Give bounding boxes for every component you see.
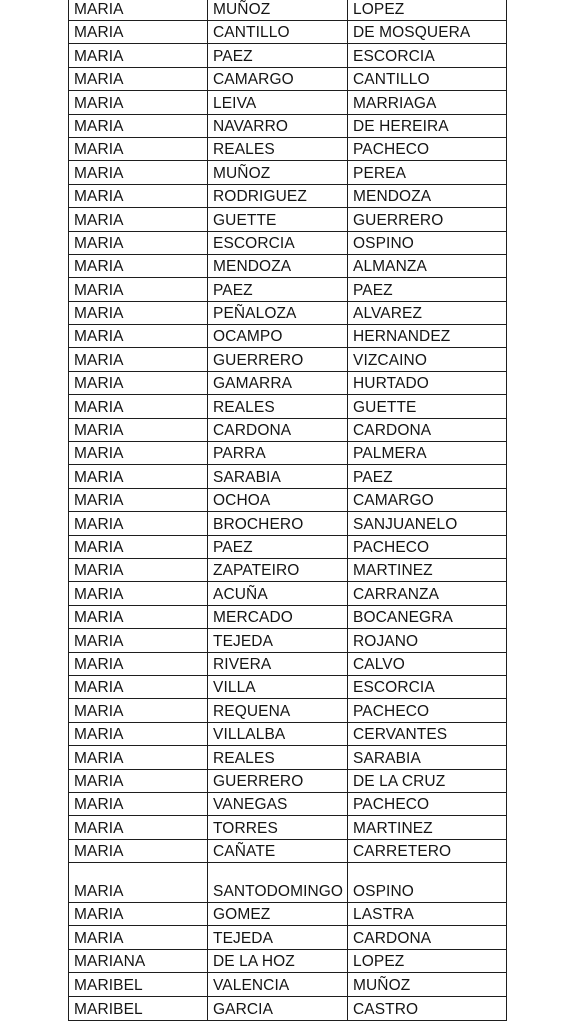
- table-row: [69, 348, 507, 371]
- second-surname-cell: DE HEREIRA: [348, 114, 507, 137]
- table-row: [69, 488, 507, 511]
- second-surname-cell: LASTRA: [348, 903, 507, 926]
- first-name-cell: MARIA: [69, 231, 208, 254]
- first-surname-cell: BROCHERO: [208, 512, 348, 535]
- table-row: [69, 161, 507, 184]
- table-row: [69, 442, 507, 465]
- table-row: [69, 973, 507, 996]
- second-surname-cell: MARRIAGA: [348, 91, 507, 114]
- first-name-cell: MARIBEL: [69, 973, 208, 996]
- first-surname-cell: LEIVA: [208, 91, 348, 114]
- second-surname-cell: PACHECO: [348, 137, 507, 160]
- first-name-cell: MARIA: [69, 184, 208, 207]
- second-surname-cell: CARRANZA: [348, 582, 507, 605]
- first-surname-cell: MUÑOZ: [208, 0, 348, 21]
- table-row: [69, 208, 507, 231]
- table-row: [69, 903, 507, 926]
- first-name-cell: MARIA: [69, 863, 208, 903]
- second-surname-cell: ALVAREZ: [348, 301, 507, 324]
- first-name-cell: MARIA: [69, 903, 208, 926]
- table-row: [69, 371, 507, 394]
- table-row: [69, 839, 507, 862]
- first-surname-cell: SARABIA: [208, 465, 348, 488]
- first-name-cell: MARIA: [69, 558, 208, 581]
- second-surname-cell: BOCANEGRA: [348, 605, 507, 628]
- first-surname-cell: REALES: [208, 395, 348, 418]
- table-row: [69, 535, 507, 558]
- table-row: [69, 395, 507, 418]
- first-name-cell: MARIA: [69, 325, 208, 348]
- first-name-cell: MARIBEL: [69, 996, 208, 1020]
- table-row: [69, 512, 507, 535]
- first-surname-cell: DE LA HOZ: [208, 949, 348, 972]
- first-name-cell: MARIA: [69, 371, 208, 394]
- table-row: [69, 863, 507, 903]
- second-surname-cell: CARDONA: [348, 926, 507, 949]
- first-name-cell: MARIA: [69, 278, 208, 301]
- table-row: [69, 137, 507, 160]
- first-surname-cell: RIVERA: [208, 652, 348, 675]
- first-name-cell: MARIA: [69, 465, 208, 488]
- second-surname-cell: ROJANO: [348, 629, 507, 652]
- table-row: [69, 254, 507, 277]
- table-row: [69, 114, 507, 137]
- table-row: [69, 44, 507, 67]
- first-name-cell: MARIA: [69, 792, 208, 815]
- first-name-cell: MARIA: [69, 442, 208, 465]
- second-surname-cell: CERVANTES: [348, 722, 507, 745]
- names-table-body: [69, 0, 507, 1020]
- first-surname-cell: OCHOA: [208, 488, 348, 511]
- second-surname-cell: MUÑOZ: [348, 973, 507, 996]
- first-surname-cell: ESCORCIA: [208, 231, 348, 254]
- first-name-cell: MARIA: [69, 535, 208, 558]
- first-surname-cell: PAEZ: [208, 278, 348, 301]
- first-surname-cell: TEJEDA: [208, 629, 348, 652]
- table-row: [69, 746, 507, 769]
- second-surname-cell: CALVO: [348, 652, 507, 675]
- first-name-cell: MARIA: [69, 21, 208, 44]
- table-row: [69, 465, 507, 488]
- first-name-cell: MARIA: [69, 675, 208, 698]
- first-surname-cell: PEÑALOZA: [208, 301, 348, 324]
- first-name-cell: MARIA: [69, 629, 208, 652]
- second-surname-cell: CAMARGO: [348, 488, 507, 511]
- table-row: [69, 926, 507, 949]
- first-surname-cell: MUÑOZ: [208, 161, 348, 184]
- second-surname-cell: ESCORCIA: [348, 44, 507, 67]
- second-surname-cell: PACHECO: [348, 792, 507, 815]
- second-surname-cell: OSPINO: [348, 863, 507, 903]
- second-surname-cell: PACHECO: [348, 535, 507, 558]
- table-row: [69, 278, 507, 301]
- first-name-cell: MARIA: [69, 418, 208, 441]
- second-surname-cell: ESCORCIA: [348, 675, 507, 698]
- second-surname-cell: MARTINEZ: [348, 816, 507, 839]
- second-surname-cell: ALMANZA: [348, 254, 507, 277]
- table-row: [69, 629, 507, 652]
- second-surname-cell: HERNANDEZ: [348, 325, 507, 348]
- second-surname-cell: CASTRO: [348, 996, 507, 1020]
- first-surname-cell: GUERRERO: [208, 348, 348, 371]
- first-surname-cell: CAÑATE: [208, 839, 348, 862]
- first-name-cell: MARIANA: [69, 949, 208, 972]
- first-surname-cell: CANTILLO: [208, 21, 348, 44]
- second-surname-cell: GUERRERO: [348, 208, 507, 231]
- table-row: [69, 301, 507, 324]
- first-name-cell: MARIA: [69, 44, 208, 67]
- second-surname-cell: PACHECO: [348, 699, 507, 722]
- second-surname-cell: DE LA CRUZ: [348, 769, 507, 792]
- first-surname-cell: CARDONA: [208, 418, 348, 441]
- first-name-cell: MARIA: [69, 91, 208, 114]
- first-name-cell: MARIA: [69, 114, 208, 137]
- table-row: [69, 231, 507, 254]
- table-row: [69, 816, 507, 839]
- first-surname-cell: REQUENA: [208, 699, 348, 722]
- second-surname-cell: SARABIA: [348, 746, 507, 769]
- second-surname-cell: LOPEZ: [348, 949, 507, 972]
- table-row: [69, 722, 507, 745]
- first-name-cell: MARIA: [69, 699, 208, 722]
- table-row: [69, 91, 507, 114]
- second-surname-cell: SANJUANELO: [348, 512, 507, 535]
- first-surname-cell: PAEZ: [208, 44, 348, 67]
- table-row: [69, 0, 507, 21]
- first-surname-cell: TEJEDA: [208, 926, 348, 949]
- table-row: [69, 67, 507, 90]
- first-surname-cell: REALES: [208, 137, 348, 160]
- first-name-cell: MARIA: [69, 722, 208, 745]
- table-row: [69, 949, 507, 972]
- first-surname-cell: ZAPATEIRO: [208, 558, 348, 581]
- first-name-cell: MARIA: [69, 746, 208, 769]
- first-surname-cell: PAEZ: [208, 535, 348, 558]
- table-row: [69, 558, 507, 581]
- first-surname-cell: SANTODOMINGO: [208, 863, 348, 903]
- first-surname-cell: TORRES: [208, 816, 348, 839]
- table-row: [69, 996, 507, 1020]
- table-row: [69, 184, 507, 207]
- first-surname-cell: GOMEZ: [208, 903, 348, 926]
- table-row: [69, 582, 507, 605]
- second-surname-cell: CARDONA: [348, 418, 507, 441]
- first-name-cell: MARIA: [69, 137, 208, 160]
- first-name-cell: MARIA: [69, 839, 208, 862]
- first-name-cell: MARIA: [69, 488, 208, 511]
- table-row: [69, 699, 507, 722]
- first-surname-cell: CAMARGO: [208, 67, 348, 90]
- second-surname-cell: CANTILLO: [348, 67, 507, 90]
- first-surname-cell: GUERRERO: [208, 769, 348, 792]
- first-surname-cell: GUETTE: [208, 208, 348, 231]
- first-surname-cell: VALENCIA: [208, 973, 348, 996]
- second-surname-cell: OSPINO: [348, 231, 507, 254]
- first-surname-cell: GAMARRA: [208, 371, 348, 394]
- first-name-cell: MARIA: [69, 582, 208, 605]
- names-table: [68, 0, 507, 1021]
- second-surname-cell: CARRETERO: [348, 839, 507, 862]
- table-row: [69, 675, 507, 698]
- second-surname-cell: MARTINEZ: [348, 558, 507, 581]
- first-name-cell: MARIA: [69, 161, 208, 184]
- names-sheet: [68, 0, 506, 1021]
- first-surname-cell: VILLALBA: [208, 722, 348, 745]
- first-name-cell: MARIA: [69, 301, 208, 324]
- table-row: [69, 769, 507, 792]
- first-surname-cell: VILLA: [208, 675, 348, 698]
- table-row: [69, 605, 507, 628]
- second-surname-cell: PAEZ: [348, 465, 507, 488]
- first-name-cell: MARIA: [69, 254, 208, 277]
- first-surname-cell: MENDOZA: [208, 254, 348, 277]
- second-surname-cell: VIZCAINO: [348, 348, 507, 371]
- table-row: [69, 21, 507, 44]
- first-surname-cell: REALES: [208, 746, 348, 769]
- second-surname-cell: PALMERA: [348, 442, 507, 465]
- first-surname-cell: VANEGAS: [208, 792, 348, 815]
- second-surname-cell: DE MOSQUERA: [348, 21, 507, 44]
- first-name-cell: MARIA: [69, 208, 208, 231]
- second-surname-cell: PAEZ: [348, 278, 507, 301]
- first-surname-cell: GARCIA: [208, 996, 348, 1020]
- first-surname-cell: PARRA: [208, 442, 348, 465]
- first-surname-cell: ACUÑA: [208, 582, 348, 605]
- table-row: [69, 325, 507, 348]
- second-surname-cell: PEREA: [348, 161, 507, 184]
- first-surname-cell: NAVARRO: [208, 114, 348, 137]
- second-surname-cell: MENDOZA: [348, 184, 507, 207]
- table-row: [69, 792, 507, 815]
- first-surname-cell: OCAMPO: [208, 325, 348, 348]
- first-surname-cell: RODRIGUEZ: [208, 184, 348, 207]
- second-surname-cell: HURTADO: [348, 371, 507, 394]
- first-name-cell: MARIA: [69, 0, 208, 21]
- first-name-cell: MARIA: [69, 652, 208, 675]
- table-row: [69, 652, 507, 675]
- first-name-cell: MARIA: [69, 769, 208, 792]
- first-name-cell: MARIA: [69, 926, 208, 949]
- first-name-cell: MARIA: [69, 395, 208, 418]
- table-row: [69, 418, 507, 441]
- first-name-cell: MARIA: [69, 512, 208, 535]
- second-surname-cell: LOPEZ: [348, 0, 507, 21]
- first-name-cell: MARIA: [69, 816, 208, 839]
- first-name-cell: MARIA: [69, 605, 208, 628]
- first-surname-cell: MERCADO: [208, 605, 348, 628]
- second-surname-cell: GUETTE: [348, 395, 507, 418]
- first-name-cell: MARIA: [69, 348, 208, 371]
- first-name-cell: MARIA: [69, 67, 208, 90]
